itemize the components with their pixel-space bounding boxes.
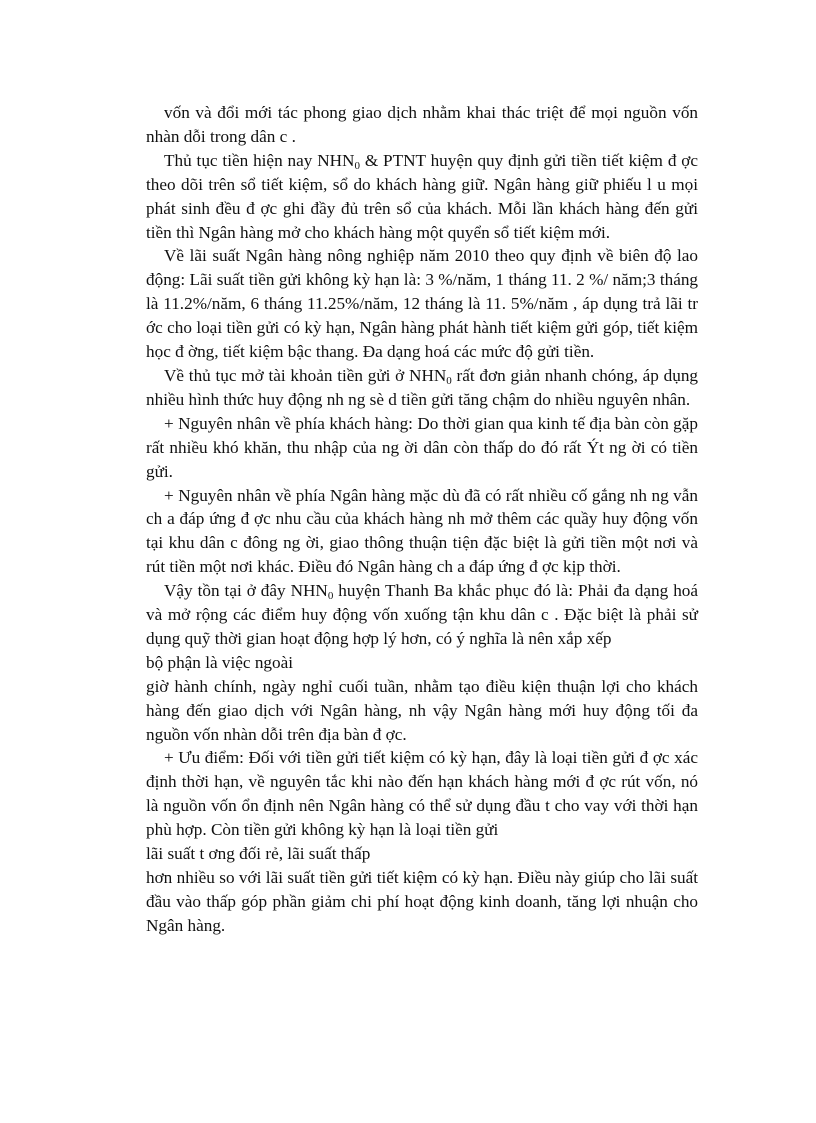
paragraph: + Nguyên nhân về phía Ngân hàng mặc dù đã có rất nhiều cố gắng nh ng vẫn ch a đáp ứng đ ợc nhu cầu của khách hàng nh mở thêm các quầy huy động vốn tại khu dân c đông ng ời, giao thông thuận tiện đặc biệt là gửi tiền một nơi và rút tiền một nơi khác. Điều đó Ngân hàng ch a đáp ứng đ ợc kịp thời. [146,485,699,577]
paragraph: Vậy tồn tại ở đây $NHN_0$ huyện Thanh Ba khắc phục đó là: Phải đa dạng hoá và mở rộng các điểm huy động vốn xuống tận khu dân c . Đặc biệt là phải sử dụng quỹ thời gian hoạt động hợp lý hơn, có ý nghĩa là nên xắp xếp bộ phận là việc ngoài [146,581,699,672]
paragraph: Về lãi suất Ngân hàng nông nghiệp năm 2010 theo quy định về biên độ lao động: Lãi suất tiền gửi không kỳ hạn là: 3 %/năm, 1 tháng 11. 2 %/ năm;3 tháng là 11.2%/năm, 6 tháng 11.25%/năm, 12 tháng là 11. 5%/năm , áp dụng trả lãi tr ớc cho loại tiền gửi có kỳ hạn, Ngân hàng phát hành tiết kiệm gửi góp, tiết kiệm học đ ờng, tiết kiệm bậc thang. Đa dạng hoá các mức độ gửi tiền. [146,246,699,362]
document-page [146,101,698,938]
paragraph: Về thủ tục mở tài khoản tiền gửi ở $NHN_0$ rất đơn giản nhanh chóng, áp dụng nhiều hình thức huy động nh ng sè d tiền gửi tăng chậm do nhiều nguyên nhân. [146,365,698,409]
paragraph: hơn nhiều so với lãi suất tiền gửi tiết kiệm có kỳ hạn. Điều này giúp cho lãi suất đầu vào thấp góp phần giảm chi phí hoạt động kinh doanh, tăng lợi nhuận cho Ngân hàng. [146,868,699,935]
paragraph: vốn và đổi mới tác phong giao dịch nhằm khai thác triệt để mọi nguồn vốn nhàn dỗi trong dân c . [146,103,698,146]
paragraph: Thủ tục tiền hiện nay $NHN_0$ & PTNT huyện quy định gửi tiền tiết kiệm đ ợc theo dõi trên sổ tiết kiệm, sổ do khách hàng giữ. Ngân hàng giữ phiếu l u mọi phát sinh đều đ ợc ghi đầy đủ trên sổ của khách. Mỗi lần khách hàng đến gửi tiền thì Ngân hàng mở cho khách hàng một quyển sổ tiết kiệm mới. [146,150,698,242]
paragraph: giờ hành chính, ngày nghỉ cuối tuần, nhằm tạo điều kiện thuận lợi cho khách hàng đến giao dịch với Ngân hàng, nh vậy Ngân hàng mới huy động tối đa nguồn vốn nhàn dỗi trên địa bàn đ ợc. [146,676,698,744]
paragraph: + Ưu điểm: Đối với tiền gửi tiết kiệm có kỳ hạn, đây là loại tiền gửi đ ợc xác định thời hạn, về nguyên tắc khi nào đến hạn khách hàng mới đ ợc rút vốn, nó là nguồn vốn ổn định nên Ngân hàng có thể sử dụng đầu t cho vay với thời hạn phù hợp. Còn tiền gửi không kỳ hạn là loại tiền gửi lãi suất t ơng đối rẻ, lãi suất thấp [146,748,699,864]
paragraph: + Nguyên nhân về phía khách hàng: Do thời gian qua kinh tế địa bàn còn gặp rất nhiều khó khăn, thu nhập của ng ời dân còn thấp do đó rất Ýt ng ời có tiền gửi. [146,413,699,481]
